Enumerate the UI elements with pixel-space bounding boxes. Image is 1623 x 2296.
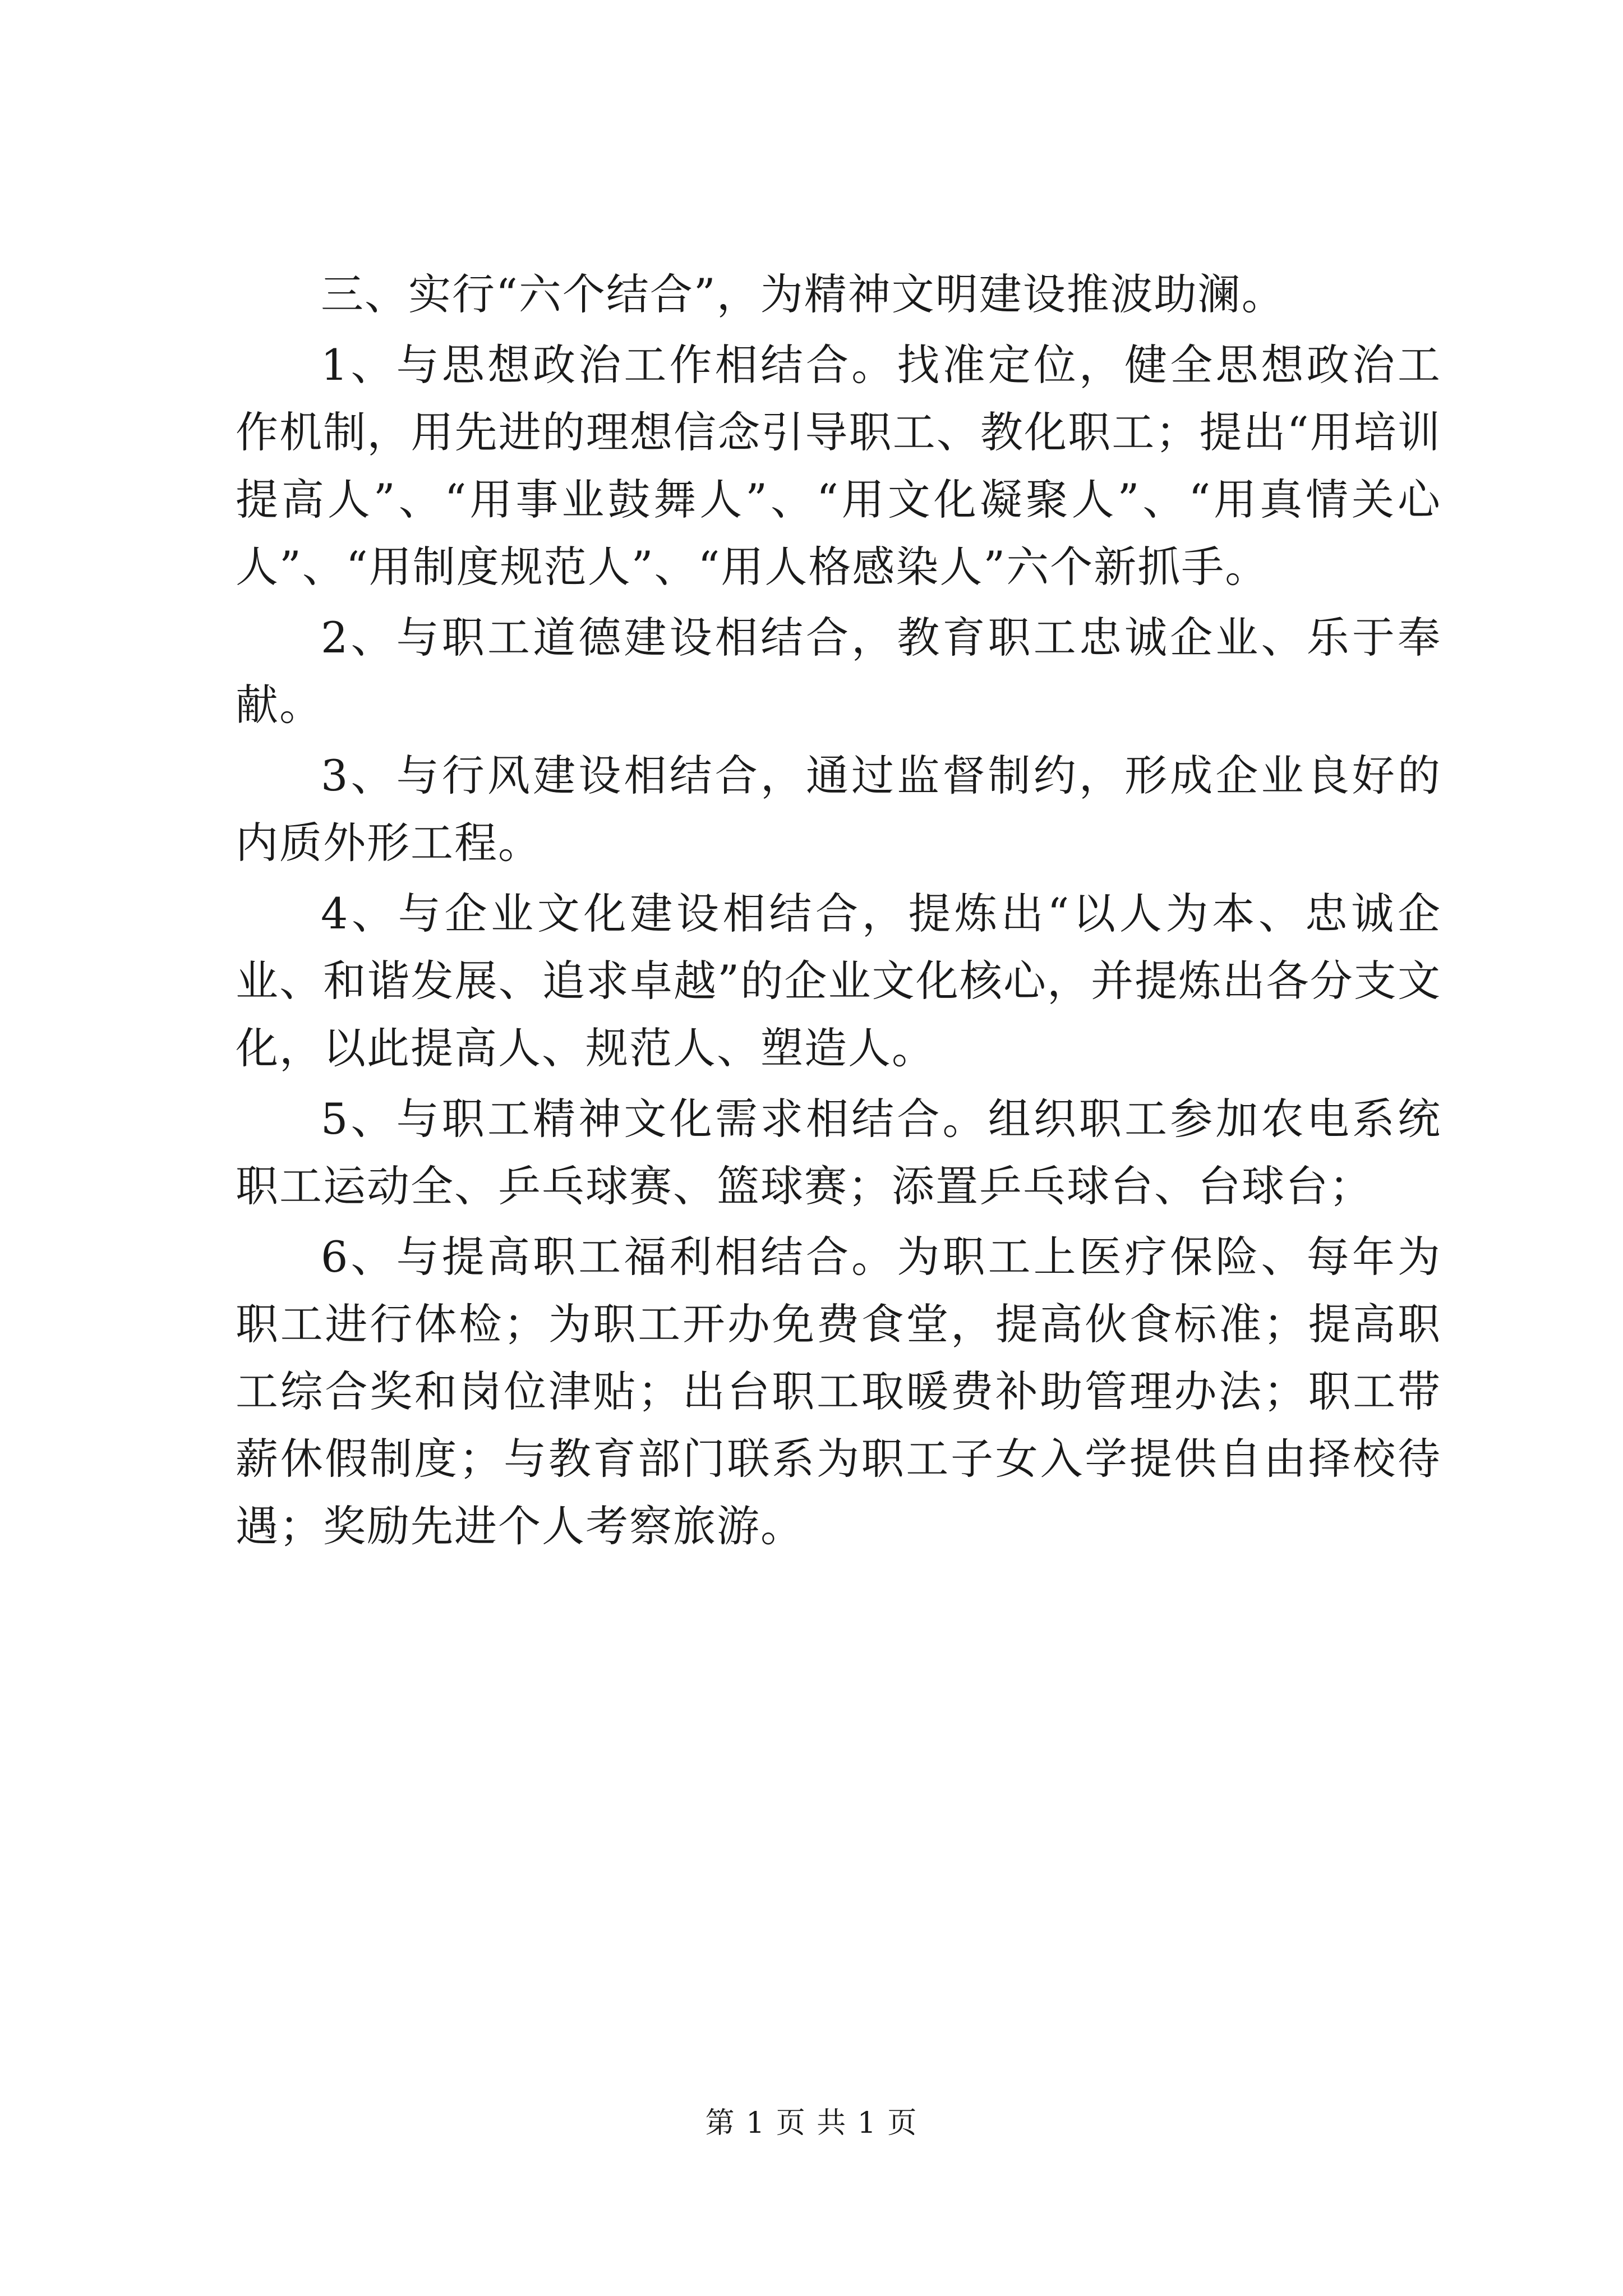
paragraph-item-1: 1、与思想政治工作相结合。找准定位，健全思想政治工作机制，用先进的理想信念引导职工、教化职工；提出“用培训提高人”、“用事业鼓舞人”、“用文化凝聚人”、“用真情关心人”、“用制度规范人”、“用人格感染人”六个新抓手。 (236, 340, 1441, 592)
section-heading: 三、实行“六个结合”，为精神文明建设推波助澜。 (321, 269, 1285, 319)
paragraph-item-5: 5、与职工精神文化需求相结合。组织职工参加农电系统职工运动全、乒乓球赛、篮球赛；添置乒乓球台、台球台； (236, 1094, 1441, 1211)
paragraph-item-3: 3、与行风建设相结合，通过监督制约，形成企业良好的内质外形工程。 (236, 751, 1441, 868)
paragraph-item-2: 2、与职工道德建设相结合，教育职工忠诚企业、乐于奉献。 (236, 613, 1441, 730)
paragraph-item-6: 6、与提高职工福利相结合。为职工上医疗保险、每年为职工进行体检；为职工开办免费食堂，提高伙食标准；提高职工综合奖和岗位津贴；出台职工取暖费补助管理办法；职工带薪休假制度；与教育部门联系为职工子女入学提供自由择校待遇；奖励先进个人考察旅游。 (236, 1232, 1441, 1551)
page-number-footer: 第 1 页 共 1 页 (705, 2106, 918, 2140)
paragraph-item-4: 4、与企业文化建设相结合，提炼出“以人为本、忠诚企业、和谐发展、追求卓越”的企业文化核心，并提炼出各分支文化，以此提高人、规范人、塑造人。 (236, 889, 1441, 1073)
document-body (236, 261, 1441, 1563)
